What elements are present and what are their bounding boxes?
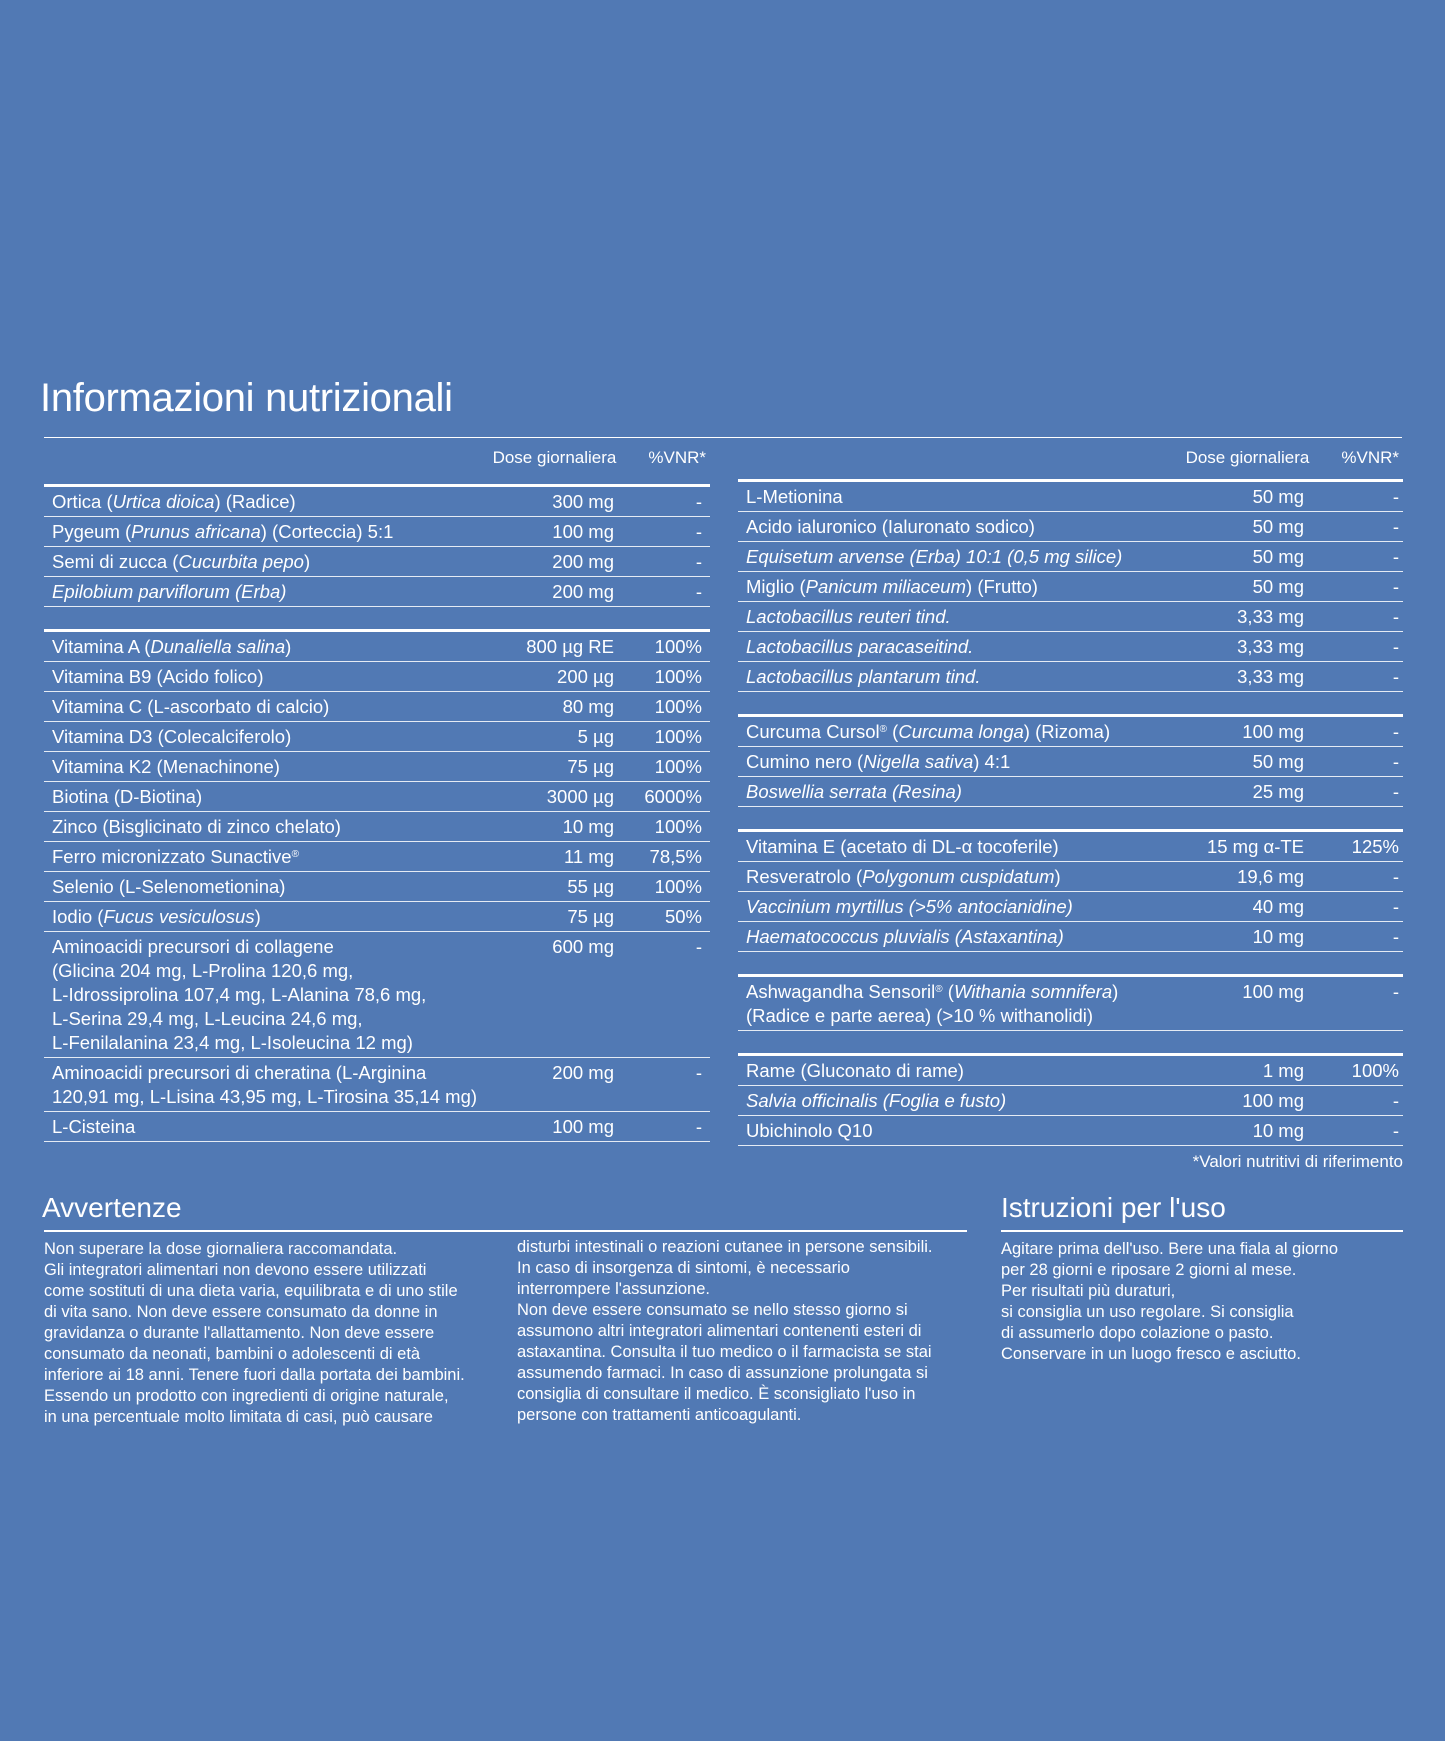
vnr-value: - <box>1392 981 1399 1002</box>
daily-dose: 10 mg <box>562 816 614 837</box>
ingredient-name: Epilobium parviflorum (Erba) <box>52 581 287 602</box>
daily-dose: 50 mg <box>1252 546 1304 567</box>
ingredient-name: Ashwagandha Sensoril® (Withania somnifera) (Radice e parte aerea) (>10 % withanolidi) <box>746 981 1119 1026</box>
instructions-divider <box>1001 1230 1403 1232</box>
daily-dose: 25 mg <box>1252 781 1304 802</box>
daily-dose: 200 mg <box>552 1062 614 1083</box>
table-row <box>738 977 1403 1031</box>
ingredient-name: Lactobacillus reuteri tind. <box>746 606 951 627</box>
daily-dose: 80 mg <box>562 696 614 717</box>
daily-dose: 50 mg <box>1252 576 1304 597</box>
left-table-body <box>44 484 710 1142</box>
ingredient-name: Vitamina C (L-ascorbato di calcio) <box>52 696 330 717</box>
table-row <box>738 1116 1403 1146</box>
vnr-value: 100% <box>654 876 702 897</box>
daily-dose: 200 mg <box>552 581 614 602</box>
vnr-value: - <box>1392 866 1399 887</box>
table-row <box>44 1112 710 1142</box>
table-row <box>44 517 710 547</box>
ingredient-name: Lactobacillus paracaseitind. <box>746 636 974 657</box>
daily-dose: 10 mg <box>1252 926 1304 947</box>
daily-dose: 100 mg <box>1242 721 1304 742</box>
vnr-value: - <box>1392 606 1399 627</box>
daily-dose: 55 µg <box>567 876 614 897</box>
ingredient-name: Selenio (L-Selenometionina) <box>52 876 286 897</box>
table-header <box>44 448 710 484</box>
daily-dose: 50 mg <box>1252 516 1304 537</box>
vnr-value: - <box>1392 1090 1399 1111</box>
table-row <box>44 872 710 902</box>
ingredient-name: Ortica (Urtica dioica) (Radice) <box>52 491 296 512</box>
ingredient-name: Cumino nero (Nigella sativa) 4:1 <box>746 751 1011 772</box>
ingredient-name: Vitamina B9 (Acido folico) <box>52 666 264 687</box>
daily-dose: 15 mg α-TE <box>1206 836 1304 857</box>
table-row <box>738 1086 1403 1116</box>
vnr-header: %VNR* <box>648 448 706 467</box>
ingredient-name: Iodio (Fucus vesiculosus) <box>52 906 261 927</box>
table-row <box>738 832 1403 862</box>
instructions-title: Istruzioni per l'uso <box>1001 1192 1226 1223</box>
ingredient-name: Vitamina D3 (Colecalciferolo) <box>52 726 292 747</box>
daily-dose: 800 µg RE <box>526 636 614 657</box>
vnr-value: - <box>1392 576 1399 597</box>
dose-header: Dose giornaliera <box>492 448 617 467</box>
daily-dose: 600 mg <box>552 936 614 957</box>
nutrition-table-left <box>44 448 710 1142</box>
ingredient-name: Biotina (D-Biotina) <box>52 786 203 807</box>
vnr-value: - <box>1392 546 1399 567</box>
table-row <box>44 692 710 722</box>
ingredient-name: Equisetum arvense (Erba) 10:1 (0,5 mg silice) <box>746 546 1123 567</box>
ingredient-name: Lactobacillus plantarum tind. <box>746 666 981 687</box>
ingredient-name: Pygeum (Prunus africana) (Corteccia) 5:1 <box>52 521 394 542</box>
warnings-divider <box>44 1230 967 1232</box>
ingredient-name: Salvia officinalis (Foglia e fusto) <box>746 1090 1007 1111</box>
table-row <box>44 902 710 932</box>
vnr-value: 100% <box>654 666 702 687</box>
vnr-value: - <box>695 936 702 957</box>
table-row <box>44 1058 710 1112</box>
table-row <box>44 722 710 752</box>
table-row <box>738 1056 1403 1086</box>
vnr-value: - <box>695 1062 702 1083</box>
daily-dose: 5 µg <box>577 726 614 747</box>
vnr-value: - <box>1392 516 1399 537</box>
vnr-value: - <box>1392 926 1399 947</box>
daily-dose: 3,33 mg <box>1237 666 1304 687</box>
ingredient-name: Aminoacidi precursori di collagene (Glicina 204 mg, L-Prolina 120,6 mg, L-Idrossiprolina 107,4 mg, L-Alanina 78,6 mg, L-Serina 29,4 mg, L-Leucina 24,6 mg, L-Fenilalanina 23,4 mg, L-Isoleucina 12 mg) <box>52 936 427 1053</box>
group-spacer <box>44 607 710 629</box>
ingredient-name: Haematococcus pluvialis (Astaxantina) <box>746 926 1064 947</box>
group-spacer <box>738 807 1403 829</box>
table-row <box>44 662 710 692</box>
table-row <box>738 717 1403 747</box>
table-row <box>44 577 710 607</box>
ingredient-name: Vitamina E (acetato di DL-α tocoferile) <box>746 836 1059 857</box>
ingredient-name: Acido ialuronico (Ialuronato sodico) <box>746 516 1035 537</box>
vnr-value: 50% <box>664 906 702 927</box>
ingredient-name: Ubichinolo Q10 <box>746 1120 873 1141</box>
group-spacer <box>738 1031 1403 1053</box>
vnr-value: 6000% <box>644 786 702 807</box>
top-divider <box>44 437 1402 438</box>
nutrition-table-right <box>738 448 1403 1172</box>
table-row <box>738 572 1403 602</box>
table-header <box>738 448 1403 479</box>
vnr-value: - <box>1392 666 1399 687</box>
ingredient-name: Ferro micronizzato Sunactive® <box>52 846 299 867</box>
ingredient-name: Zinco (Bisglicinato di zinco chelato) <box>52 816 341 837</box>
dose-header: Dose giornaliera <box>1185 448 1310 467</box>
vnr-value: 100% <box>654 696 702 717</box>
table-row <box>738 542 1403 572</box>
ingredient-name: Aminoacidi precursori di cheratina (L-Arginina 120,91 mg, L-Lisina 43,95 mg, L-Tirosina 35,14 mg) <box>52 1062 478 1107</box>
table-row <box>44 487 710 517</box>
table-row <box>44 632 710 662</box>
ingredient-name: Boswellia serrata (Resina) <box>746 781 962 802</box>
table-row <box>738 922 1403 952</box>
daily-dose: 50 mg <box>1252 751 1304 772</box>
daily-dose: 200 mg <box>552 551 614 572</box>
daily-dose: 3,33 mg <box>1237 636 1304 657</box>
vnr-value: - <box>695 551 702 572</box>
warnings-text-col2: disturbi intestinali o reazioni cutanee in persone sensibili. In caso di insorgenza di sintomi, è necessario interrompere l'assunzione. Non deve essere consumato se nello stesso giorno si assumono altri integratori alimentari contenenti esteri di astaxantina. Consulta il tuo medico o il farmacista se stai assumendo farmaci. In caso di assunzione prolungata si consiglia di consultare il medico. È sconsigliato l'uso in persone con trattamenti anticoagulanti. <box>517 1238 933 1424</box>
ingredient-name: Vitamina A (Dunaliella salina) <box>52 636 292 657</box>
vnr-value: 100% <box>654 756 702 777</box>
vnr-value: - <box>695 521 702 542</box>
vnr-value: - <box>1392 721 1399 742</box>
table-row <box>738 602 1403 632</box>
daily-dose: 40 mg <box>1252 896 1304 917</box>
vnr-value: 100% <box>1351 1060 1399 1081</box>
table-row <box>44 812 710 842</box>
daily-dose: 75 µg <box>567 906 614 927</box>
ingredient-name: Semi di zucca (Cucurbita pepo) <box>52 551 311 572</box>
daily-dose: 11 mg <box>563 846 614 867</box>
vnr-value: 78,5% <box>649 846 702 867</box>
daily-dose: 3,33 mg <box>1237 606 1304 627</box>
ingredient-name: Vaccinium myrtillus (>5% antocianidine) <box>746 896 1073 917</box>
vnr-value: 100% <box>654 816 702 837</box>
ingredient-name: Vitamina K2 (Menachinone) <box>52 756 280 777</box>
ingredient-name: L-Metionina <box>746 486 843 507</box>
daily-dose: 10 mg <box>1252 1120 1304 1141</box>
warnings-title: Avvertenze <box>42 1192 182 1223</box>
daily-dose: 75 µg <box>567 756 614 777</box>
table-row <box>738 482 1403 512</box>
daily-dose: 300 mg <box>552 491 614 512</box>
table-row <box>738 892 1403 922</box>
table-row <box>44 547 710 577</box>
table-row <box>738 777 1403 807</box>
vnr-value: - <box>1392 896 1399 917</box>
daily-dose: 19,6 mg <box>1237 866 1304 887</box>
vnr-value: - <box>1392 781 1399 802</box>
table-row <box>44 752 710 782</box>
right-table-body <box>738 479 1403 1146</box>
table-row <box>738 512 1403 542</box>
vnr-value: 125% <box>1351 836 1399 857</box>
instructions-text: Agitare prima dell'uso. Bere una fiala al giorno per 28 giorni e riposare 2 giorni al mese. Per risultati più duraturi, si consiglia un uso regolare. Si consiglia di assumerlo dopo colazione o pasto. Conservare in un luogo fresco e asciutto. <box>1001 1240 1339 1363</box>
daily-dose: 100 mg <box>552 1116 614 1137</box>
daily-dose: 1 mg <box>1262 1060 1304 1081</box>
ingredient-name: Curcuma Cursol® (Curcuma longa) (Rizoma) <box>746 721 1111 742</box>
warnings-text-col1: Non superare la dose giornaliera raccomandata. Gli integratori alimentari non devono essere utilizzati come sostituti di una dieta varia, equilibrata e di uno stile di vita sano. Non deve essere consumato da donne in gravidanza o durante l'allattamento. Non deve essere consumato da neonati, bambini o adolescenti di età inferiore ai 18 anni. Tenere fuori dalla portata dei bambini. Essendo un prodotto con ingredienti di origine naturale, in una percentuale molto limitata di casi, può causare <box>44 1240 465 1426</box>
table-row <box>738 662 1403 692</box>
ingredient-name: Rame (Gluconato di rame) <box>746 1060 964 1081</box>
vnr-value: 100% <box>654 636 702 657</box>
table-row <box>44 932 710 1058</box>
vnr-value: - <box>1392 751 1399 772</box>
group-spacer <box>738 952 1403 974</box>
vnr-value: - <box>1392 1120 1399 1141</box>
page-title: Informazioni nutrizionali <box>40 376 453 420</box>
table-row <box>44 842 710 872</box>
daily-dose: 100 mg <box>1242 981 1304 1002</box>
vnr-value: 100% <box>654 726 702 747</box>
table-row <box>738 632 1403 662</box>
vnr-value: - <box>695 491 702 512</box>
vnr-value: - <box>695 581 702 602</box>
daily-dose: 100 mg <box>1242 1090 1304 1111</box>
daily-dose: 50 mg <box>1252 486 1304 507</box>
table-row <box>738 747 1403 777</box>
table-row <box>44 782 710 812</box>
ingredient-name: L-Cisteina <box>52 1116 136 1137</box>
vnr-value: - <box>1392 636 1399 657</box>
daily-dose: 200 µg <box>557 666 614 687</box>
vnr-value: - <box>1392 486 1399 507</box>
group-spacer <box>738 692 1403 714</box>
vnr-footnote: *Valori nutritivi di riferimento <box>1192 1152 1403 1171</box>
vnr-header: %VNR* <box>1341 448 1399 467</box>
table-row <box>738 862 1403 892</box>
daily-dose: 3000 µg <box>546 786 614 807</box>
daily-dose: 100 mg <box>552 521 614 542</box>
ingredient-name: Miglio (Panicum miliaceum) (Frutto) <box>746 576 1038 597</box>
vnr-value: - <box>695 1116 702 1137</box>
ingredient-name: Resveratrolo (Polygonum cuspidatum) <box>746 866 1061 887</box>
